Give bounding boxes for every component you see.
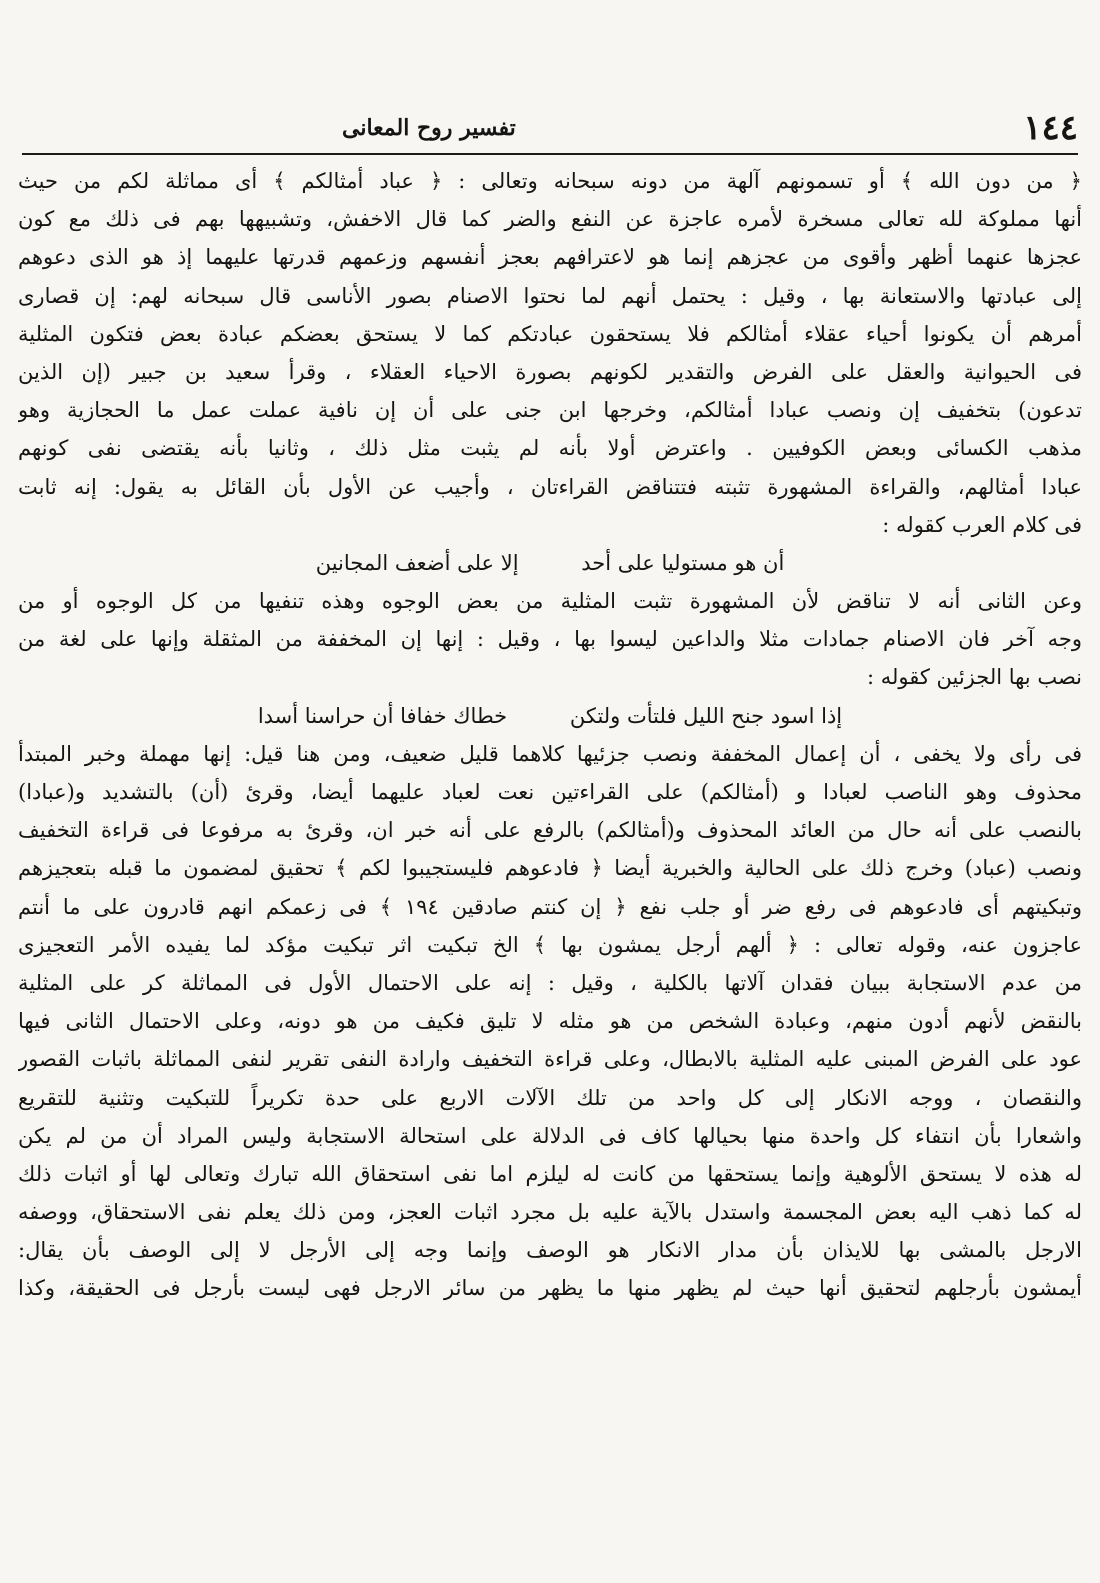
text-line: وتبكيتهم أى فادعوهم فى رفع ضر أو جلب نفع ﴿ إن كنتم صادقين ١٩٤ ﴾ فى زعمكم انهم قادرون على ما أنتم (18, 894, 1082, 919)
text-line: مذهب الكسائى وبعض الكوفيين . واعترض أولا بأنه لم يثبت مثل ذلك ، وثانيا بأنه يقتضى نفى كونهم (18, 436, 1082, 461)
text-line: ﴿ من دون الله ﴾ أو تسمونهم آلهة من دونه سبحانه وتعالى : ﴿ عباد أمثالكم ﴾ أى مماثلة لكم من حيث (18, 169, 1082, 193)
text-line: نصب بها الجزئين كقوله : (866, 665, 1082, 690)
page-number: ١٤٤ (1023, 108, 1078, 148)
text-line: وعن الثانى أنه لا تناقض لأن المشهورة تثبت المثلية من بعض الوجوه وهذه تنفيها من كل الوجوه أو من (18, 589, 1082, 614)
verse-first-hemistich: إذا اسود جنح الليل فلتأت ولتكن (569, 703, 843, 728)
text-line: من عدم الاستجابة ببيان فقدان آلاتها بالكلية ، وقيل : إنه على الاحتمال الأول فى المماثلة كر على المثلية (18, 970, 1082, 995)
poetry-verse (18, 544, 1082, 582)
text-line: فى كلام العرب كقوله : (882, 512, 1082, 537)
text-line: عود على الفرض المبنى عليه المثلية بالابطال، وعلى قراءة التخفيف وارادة النفى تقرير لنفى المماثلة باثبات القصور (18, 1047, 1082, 1072)
running-title: تفسير روح المعانى (342, 115, 516, 141)
text-line: عجزها عنهما أظهر وأقوى من عجزهم إنما هو لاعترافهم بعجز أنفسهم وزعمهم قدرتها عليهما إذ هو الذى دعوهم (18, 245, 1082, 270)
text-line: عاجزون عنه، وقوله تعالى : ﴿ ألهم أرجل يمشون بها ﴾ الخ تبكيت اثر تبكيت مؤكد لما يفيده الأمر التعجيزى (18, 932, 1082, 957)
text-line: محذوف وهو الناصب لعبادا و (أمثالكم) على القراءتين نعت لعباد عليهما أيضا، وقرئ (أن) بالتشديد و(عبادا) (18, 780, 1082, 804)
text-line: أمرهم أن يكونوا أحياء عقلاء أمثالكم فلا يستحقون عبادتكم كما لا يستحق بعضكم عبادة بعض فتكون المثلية (18, 321, 1082, 346)
verse-second-hemistich: خطاك خفافا أن حراسنا أسدا (257, 703, 508, 728)
text-line: بالنقض لأنهم أدون منهم، وعبادة الشخص من هو مثله لا تليق فكيف من هو دونه، وعلى الاحتمال الثانى فيها (18, 1009, 1082, 1034)
page-body (18, 162, 1082, 1308)
text-line: أنها مملوكة لله تعالى مسخرة لأمره عاجزة عن النفع والضر كما قال الاخفش، وتشبيهها بهم فى ذلك مع كون (18, 207, 1082, 232)
verse-first-hemistich: أن هو مستوليا على أحد (581, 550, 785, 575)
header-rule (22, 153, 1078, 155)
text-line: فى رأى ولا يخفى ، أن إعمال المخففة ونصب جزئيها كلاهما قليل ضعيف، ومن هنا قيل: إنها مهملة وخبر المبتدأ (18, 741, 1082, 766)
text-line: إلى عبادتها والاستعانة بها ، وقيل : يحتمل أنهم لما نحتوا الاصنام بصور الأناسى قال سبحانه لهم: إن قصارى (18, 283, 1082, 308)
page-header (22, 104, 1078, 152)
text-line: ونصب (عباد) وخرج ذلك على الحالية والخبرية أيضا ﴿ فادعوهم فليستجيبوا لكم ﴾ تحقيق لمضمون ما قبله بتعجيزهم (18, 856, 1082, 881)
text-line: فى الحيوانية والعقل على الفرض والتقدير لكونهم بصورة الاحياء العقلاء ، وقرأ سعيد بن جبير (إن الذين (18, 359, 1082, 384)
verse-second-hemistich: إلا على أضعف المجانين (315, 550, 519, 575)
text-line: تدعون) بتخفيف إن ونصب عبادا أمثالكم، وخرجها ابن جنى على أن إن نافية عملت عمل ما الحجازية وهو (18, 398, 1082, 423)
text-line: والنقصان ، ووجه الانكار إلى كل واحد من تلك الآلات الاربع على حدة تكريراً للتبكيت وتثنية للتقريع (18, 1085, 1082, 1110)
text-line: أيمشون بأرجلهم لتحقيق أنها حيث لم يظهر منها ما يظهر من سائر الارجل فهى ليست بأرجل فى الحقيقة، وكذا (18, 1276, 1082, 1301)
text-line: بالنصب على أنه حال من العائد المحذوف و(أمثالكم) بالرفع على أنه خبر ان، وقرئ به مرفوعا فى قراءة التخفيف (18, 818, 1082, 843)
text-line: عبادا أمثالهم، والقراءة المشهورة تثبته فتتناقض القراءتان ، وأجيب عن الأول بأن القائل به يقول: إنه ثابت (18, 474, 1082, 499)
poetry-verse (18, 697, 1082, 735)
text-line: وجه آخر فان الاصنام جمادات مثلا والداعين ليسوا بها ، وقيل : إنها إن المخففة من المثقلة وإنها على لغة من (18, 627, 1082, 652)
text-line: الارجل بالمشى بها للايذان بأن مدار الانكار هو الوصف وإنما وجه إلى الأرجل لا إلى الوصف بأن يقال: (18, 1238, 1082, 1263)
text-line: واشعارا بأن انتفاء كل واحدة منها بحيالها كاف فى الدلالة على استحالة الاستجابة وليس المراد أن من لم يكن (18, 1123, 1082, 1148)
text-line: له كما ذهب اليه بعض المجسمة واستدل بالآية عليه بل مجرد اثبات العجز، ومن ذلك يعلم نفى الاستحقاق، ووصفه (18, 1200, 1082, 1225)
text-line: له هذه لا يستحق الألوهية وإنما يستحقها من كانت له ليلزم اما نفى استحقاق الله تبارك وتعالى لها أو اثبات ذلك (18, 1161, 1082, 1186)
